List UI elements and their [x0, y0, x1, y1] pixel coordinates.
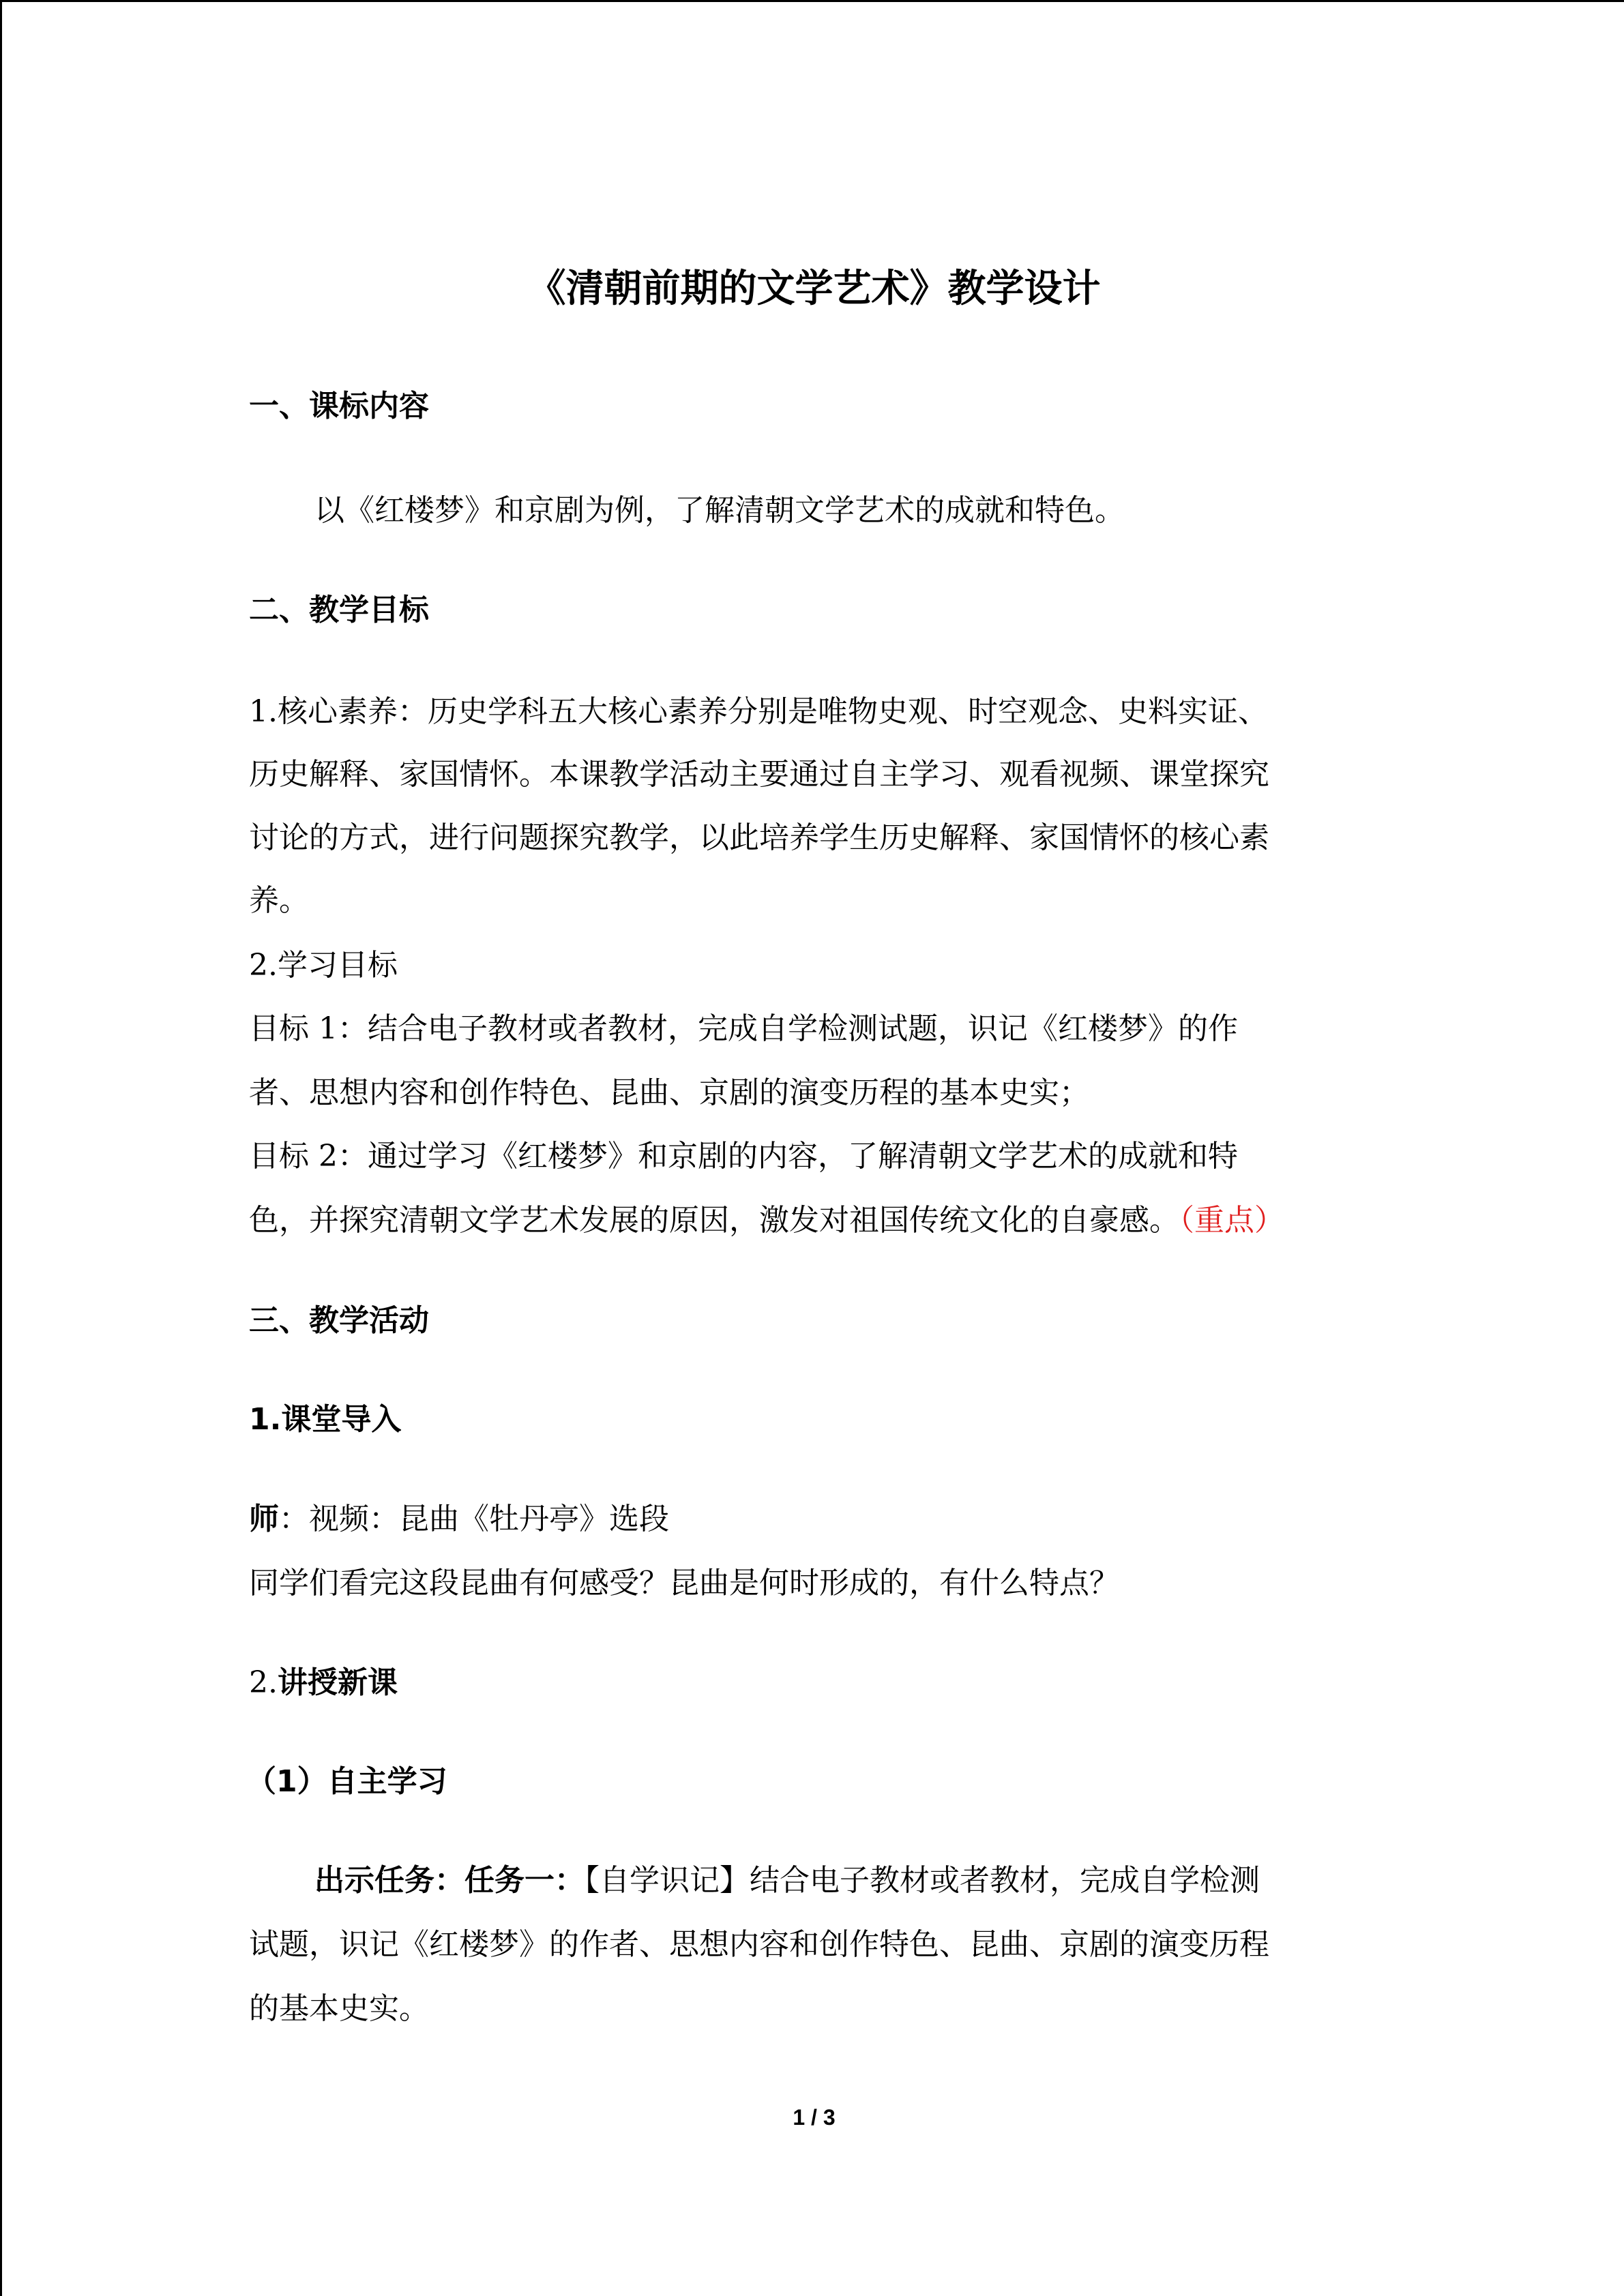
core-literacy-line-3: 讨论的方式，进行问题探究教学，以此培养学生历史解释、家国情怀的核心素 [249, 820, 1269, 855]
section-heading-objectives: 二、教学目标 [249, 593, 429, 627]
section-heading-curriculum: 一、课标内容 [249, 389, 429, 423]
emphasis-label: （重点） [1179, 1203, 1284, 1238]
goal2-line-2 [249, 1200, 1284, 1241]
goal2-line-2-text: 色，并探究清朝文学艺术发展的原因，激发对祖国传统文化的自豪感。 [249, 1203, 1179, 1238]
new-lesson-number: 2. [249, 1665, 278, 1700]
section-heading-activities: 三、教学活动 [249, 1303, 429, 1338]
document-title: 《清朝前期的文学艺术》教学设计 [527, 266, 1101, 311]
core-literacy-line-2: 历史解释、家国情怀。本课教学活动主要通过自主学习、观看视频、课堂探究 [249, 757, 1269, 792]
teacher-line [249, 1499, 669, 1540]
curriculum-paragraph: 以《红楼梦》和京剧为例，了解清朝文学艺术的成就和特色。 [314, 493, 1125, 528]
task-line-3: 的基本史实。 [249, 1991, 429, 2026]
teacher-text: ：视频：昆曲《牡丹亭》选段 [279, 1502, 669, 1536]
goal1-line-2: 者、思想内容和创作特色、昆曲、京剧的演变历程的基本史实； [249, 1075, 1089, 1110]
task-label: 出示任务：任务一： [314, 1863, 585, 1898]
task-text: 【自学识记】结合电子教材或者教材，完成自学检测 [585, 1863, 1260, 1898]
self-study-heading: （1）自主学习 [246, 1764, 447, 1799]
teacher-label: 师 [249, 1502, 279, 1536]
new-lesson-heading [249, 1663, 398, 1703]
core-literacy-line-4: 养。 [249, 883, 309, 918]
new-lesson-label: 讲授新课 [277, 1665, 398, 1700]
task-line-1 [314, 1860, 1260, 1901]
task-line-2: 试题，识记《红楼梦》的作者、思想内容和创作特色、昆曲、京剧的演变历程 [249, 1927, 1269, 1962]
goal1-line-1: 目标 1：结合电子教材或者教材，完成自学检测试题，识记《红楼梦》的作 [249, 1011, 1238, 1046]
core-literacy-line-1: 1.核心素养：历史学科五大核心素养分别是唯物史观、时空观念、史料实证、 [249, 694, 1268, 729]
class-intro-heading: 1.课堂导入 [249, 1402, 402, 1437]
learning-goals-label: 2.学习目标 [249, 948, 398, 983]
page-indicator: 1 / 3 [793, 2105, 836, 2130]
goal2-line-1: 目标 2：通过学习《红楼梦》和京剧的内容，了解清朝文学艺术的成就和特 [249, 1139, 1238, 1174]
intro-question: 同学们看完这段昆曲有何感受？昆曲是何时形成的，有什么特点？ [249, 1566, 1119, 1600]
